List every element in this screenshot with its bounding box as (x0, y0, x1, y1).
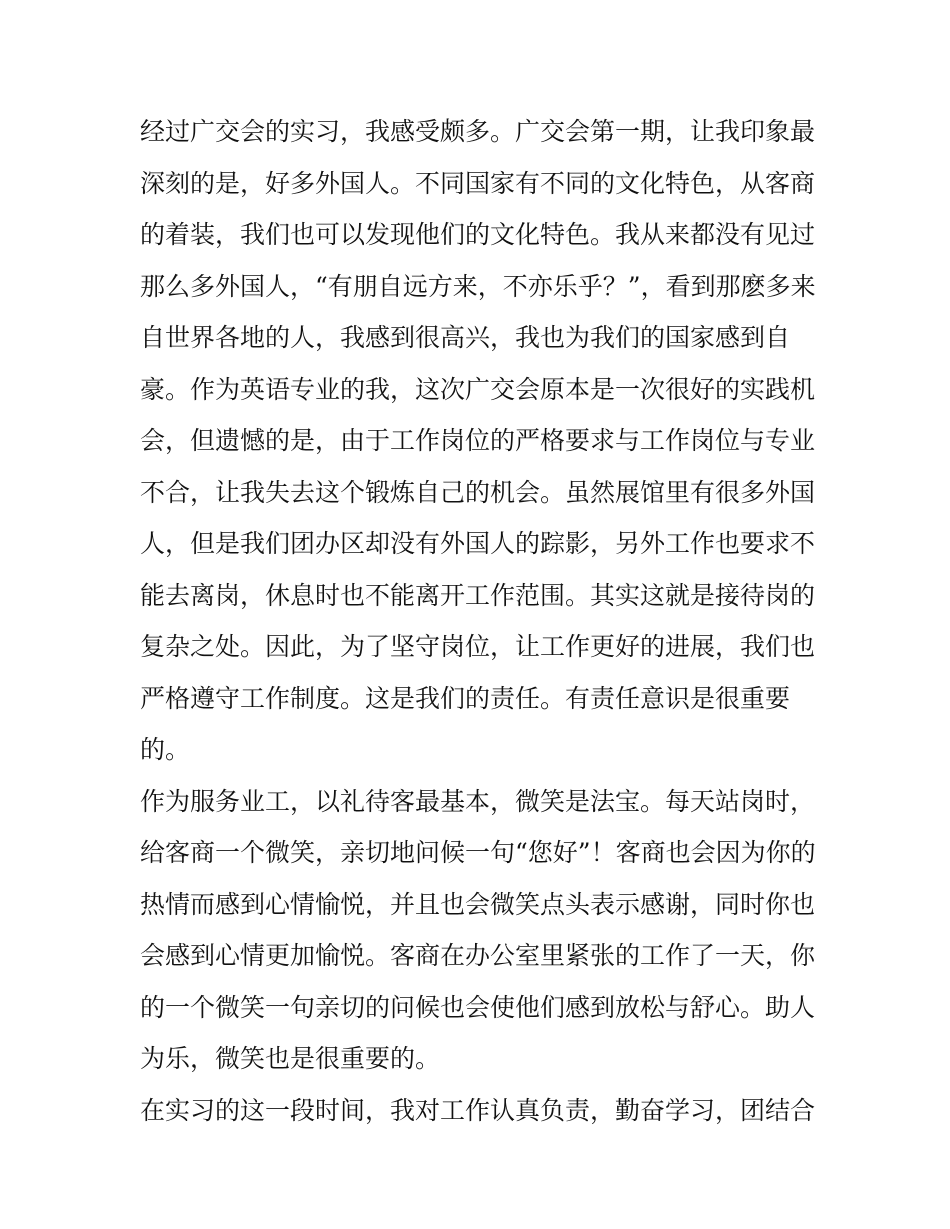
text-line: 那么多外国人，“有朋自远方来，不亦乐乎？”，看到那麽多来 (140, 271, 816, 301)
text-line: 自世界各地的人，我感到很高兴，我也为我们的国家感到自 (140, 323, 791, 352)
text-line: 人，但是我们团办区却没有外国人的踪影，另外工作也要求不 (140, 529, 816, 558)
paragraph-2 (140, 776, 820, 1085)
text-line: 热情而感到心情愉悦，并且也会微笑点头表示感谢，同时你也 (140, 889, 816, 919)
text-line: 为乐，微笑也是很重要的。 (140, 1044, 441, 1073)
text-line: 的。 (140, 735, 191, 764)
text-line: 豪。作为英语专业的我，这次广交会原本是一次很好的实践机 (140, 374, 816, 404)
text-line: 给客商一个微笑，亲切地问候一句“您好”！客商也会因为你的 (140, 838, 816, 867)
text-line: 的着装，我们也可以发现他们的文化特色。我从来都没有见过 (140, 220, 816, 249)
text-line: 严格遵守工作制度。这是我们的责任。有责任意识是很重要 (140, 683, 791, 713)
document-body (140, 106, 820, 1136)
text-line: 经过广交会的实习，我感受颇多。广交会第一期，让我印象最 (140, 117, 816, 146)
text-line: 复杂之处。因此，为了坚守岗位，让工作更好的进展，我们也 (140, 632, 816, 661)
paragraph-1 (140, 106, 820, 776)
text-line: 作为服务业工，以礼待客最基本，微笑是法宝。每天站岗时， (140, 786, 816, 816)
paragraph-3 (140, 1085, 820, 1137)
text-line: 深刻的是，好多外国人。不同国家有不同的文化特色，从客商 (140, 168, 816, 198)
text-line: 会感到心情更加愉悦。客商在办公室里紧张的工作了一天，你 (140, 941, 816, 970)
text-line: 不合，让我失去这个锻炼自己的机会。虽然展馆里有很多外国 (140, 477, 816, 507)
text-line: 在实习的这一段时间，我对工作认真负责，勤奋学习，团结合 (140, 1095, 816, 1125)
text-line: 会，但遗憾的是，由于工作岗位的严格要求与工作岗位与专业 (140, 426, 816, 455)
text-line: 的一个微笑一句亲切的问候也会使他们感到放松与舒心。助人 (140, 992, 816, 1022)
text-line: 能去离岗，休息时也不能离开工作范围。其实这就是接待岗的 (140, 580, 816, 610)
